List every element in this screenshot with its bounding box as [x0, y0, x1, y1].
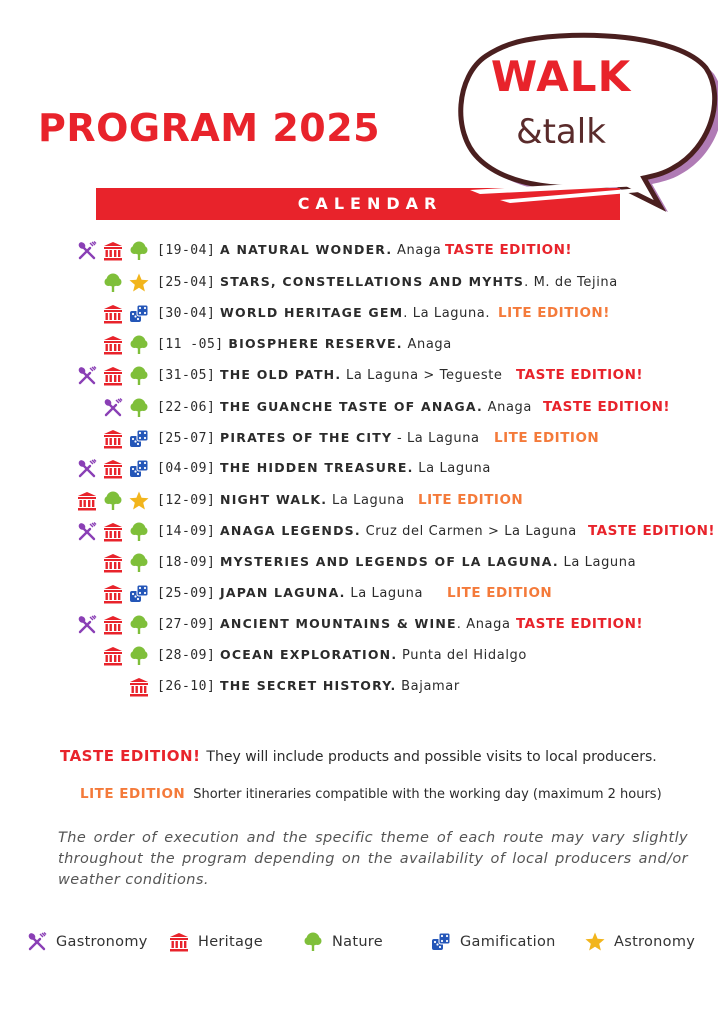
heritage-icon: [102, 552, 124, 574]
event-name: THE GUANCHE TASTE OF ANAGA.: [220, 399, 483, 414]
astronomy-icon: [128, 272, 150, 294]
event-row: [0, 490, 724, 514]
event-category-icons: [72, 521, 150, 545]
event-row: [0, 521, 724, 545]
heritage-icon: [102, 303, 124, 325]
legend-item: [26, 930, 148, 954]
logo-walk-text: WALK: [490, 52, 632, 101]
event-row: [0, 365, 724, 389]
event-text: [157, 492, 405, 508]
event-name: NIGHT WALK.: [220, 492, 328, 507]
heritage-icon: [102, 334, 124, 356]
heritage-icon: [102, 614, 124, 636]
gamification-icon: [128, 458, 150, 480]
taste-badge: TASTE EDITION!: [60, 747, 201, 765]
event-category-icons: [72, 397, 150, 421]
event-date: [30-04]: [157, 306, 216, 321]
event-row: [0, 458, 724, 482]
event-location: Punta del Hidalgo: [402, 648, 527, 663]
taste-note-text: They will include products and possible visits to local producers.: [206, 749, 657, 765]
nature-icon: [102, 490, 124, 512]
nature-icon: [128, 365, 150, 387]
event-location: Anaga: [487, 400, 532, 415]
event-name: THE OLD PATH.: [220, 367, 342, 382]
event-date: [25-09]: [157, 586, 216, 601]
event-text: [157, 274, 618, 290]
event-text: [157, 242, 441, 258]
event-date: [26-10]: [157, 679, 216, 694]
nature-icon: [128, 614, 150, 636]
nature-icon: [128, 397, 150, 419]
event-row: [0, 303, 724, 327]
event-text: [157, 305, 490, 321]
event-date: [04-09]: [157, 461, 216, 476]
nature-icon: [128, 240, 150, 262]
event-name: ANAGA LEGENDS.: [220, 523, 361, 538]
event-text: [157, 678, 460, 694]
legend-label: Gamification: [460, 934, 556, 950]
event-name: MYSTERIES AND LEGENDS OF LA LAGUNA.: [220, 554, 559, 569]
event-category-icons: [72, 614, 150, 638]
event-location: La Laguna: [331, 493, 405, 508]
event-category-icons: [72, 428, 150, 452]
heritage-icon: [168, 931, 190, 953]
event-location: Anaga: [397, 243, 442, 258]
taste-edition-badge: TASTE EDITION!: [543, 399, 671, 415]
lite-edition-badge: LITE EDITION!: [498, 305, 610, 321]
heritage-icon: [102, 521, 124, 543]
gastronomy-icon: [76, 614, 98, 636]
event-name: A NATURAL WONDER.: [220, 242, 393, 257]
astronomy-icon: [128, 490, 150, 512]
event-text: [157, 523, 577, 539]
lite-edition-badge: LITE EDITION: [494, 430, 600, 446]
taste-edition-badge: TASTE EDITION!: [588, 523, 716, 539]
gastronomy-icon: [76, 521, 98, 543]
heritage-icon: [102, 458, 124, 480]
lite-note-text: Shorter itineraries compatible with the working day (maximum 2 hours): [193, 787, 662, 802]
astronomy-icon: [584, 931, 606, 953]
event-location: . Anaga: [456, 617, 511, 632]
event-name: BIOSPHERE RESERVE.: [228, 336, 403, 351]
event-name: THE HIDDEN TREASURE.: [220, 460, 414, 475]
legend-label: Heritage: [198, 934, 263, 950]
legend-label: Nature: [332, 934, 383, 950]
legend-label: Astronomy: [614, 934, 696, 950]
event-location: Cruz del Carmen > La Laguna: [365, 524, 577, 539]
heritage-icon: [128, 676, 150, 698]
disclaimer: The order of execution and the specific theme of each route may vary slightly throughout the program depending on the availability of local producers and/or weather conditions.: [58, 830, 688, 888]
event-name: STARS, CONSTELLATIONS AND MYHTS: [220, 274, 525, 289]
event-category-icons: [72, 303, 150, 327]
taste-edition-badge: TASTE EDITION!: [516, 616, 644, 632]
lite-edition-badge: LITE EDITION: [418, 492, 524, 508]
legend-item: [430, 930, 556, 954]
event-category-icons: [72, 240, 150, 264]
heritage-icon: [102, 240, 124, 262]
heritage-icon: [102, 428, 124, 450]
event-row: [0, 272, 724, 296]
calendar-heading: CALENDAR: [297, 194, 443, 213]
event-text: [157, 336, 452, 352]
event-category-icons: [72, 458, 150, 482]
event-date: [11 -05]: [157, 337, 224, 352]
event-text: [157, 399, 532, 415]
event-row: [0, 240, 724, 264]
nature-icon: [302, 931, 324, 953]
gamification-icon: [128, 303, 150, 325]
logo-talk-text: &talk: [516, 112, 606, 152]
event-text: [157, 367, 503, 383]
event-text: [157, 430, 480, 446]
event-location: La Laguna: [418, 461, 491, 476]
legend-item: [584, 930, 695, 954]
nature-icon: [128, 521, 150, 543]
event-row: [0, 428, 724, 452]
gastronomy-icon: [76, 240, 98, 262]
lite-badge: LITE EDITION: [80, 786, 186, 802]
gamification-icon: [430, 931, 452, 953]
event-location: La Laguna: [350, 586, 424, 601]
event-row: [0, 614, 724, 638]
event-location: . M. de Tejina: [524, 275, 618, 290]
legend-item: [302, 930, 383, 954]
event-text: [157, 616, 511, 632]
event-location: - La Laguna: [396, 431, 480, 446]
event-row: [0, 334, 724, 358]
event-date: [31-05]: [157, 368, 216, 383]
event-location: La Laguna: [563, 555, 637, 570]
taste-edition-badge: TASTE EDITION!: [516, 367, 644, 383]
event-row: [0, 676, 724, 700]
page-title: PROGRAM 2025: [38, 106, 381, 150]
event-name: WORLD HERITAGE GEM: [220, 305, 404, 320]
event-name: THE SECRET HISTORY.: [220, 678, 397, 693]
heritage-icon: [102, 645, 124, 667]
event-category-icons: [72, 583, 150, 607]
event-row: [0, 397, 724, 421]
heritage-icon: [102, 583, 124, 605]
event-date: [18-09]: [157, 555, 216, 570]
gastronomy-icon: [76, 365, 98, 387]
taste-note: [60, 746, 657, 765]
event-name: ANCIENT MOUNTAINS & WINE: [220, 616, 457, 631]
legend-item: [168, 930, 263, 954]
heritage-icon: [76, 490, 98, 512]
gamification-icon: [128, 583, 150, 605]
event-text: [157, 460, 491, 476]
event-row: [0, 583, 724, 607]
gastronomy-icon: [76, 458, 98, 480]
event-location: Bajamar: [401, 679, 460, 694]
event-name: JAPAN LAGUNA.: [220, 585, 346, 600]
event-category-icons: [72, 272, 150, 296]
event-category-icons: [72, 552, 150, 576]
gastronomy-icon: [102, 397, 124, 419]
event-row: [0, 645, 724, 669]
event-date: [22-06]: [157, 400, 216, 415]
event-category-icons: [72, 676, 150, 700]
taste-edition-badge: TASTE EDITION!: [445, 242, 573, 258]
nature-icon: [102, 272, 124, 294]
event-date: [19-04]: [157, 243, 216, 258]
event-name: PIRATES OF THE CITY: [220, 430, 393, 445]
event-location: . La Laguna.: [403, 306, 491, 321]
gastronomy-icon: [26, 931, 48, 953]
event-category-icons: [72, 490, 150, 514]
event-date: [28-09]: [157, 648, 216, 663]
gamification-icon: [128, 428, 150, 450]
event-text: [157, 647, 527, 663]
event-category-icons: [72, 365, 150, 389]
event-category-icons: [72, 334, 150, 358]
lite-edition-badge: LITE EDITION: [447, 585, 553, 601]
nature-icon: [128, 334, 150, 356]
nature-icon: [128, 645, 150, 667]
event-category-icons: [72, 645, 150, 669]
event-text: [157, 585, 423, 601]
event-date: [25-07]: [157, 431, 216, 446]
heritage-icon: [102, 365, 124, 387]
event-location: Anaga: [407, 337, 452, 352]
nature-icon: [128, 552, 150, 574]
event-date: [12-09]: [157, 493, 216, 508]
event-date: [27-09]: [157, 617, 216, 632]
event-row: [0, 552, 724, 576]
event-text: [157, 554, 636, 570]
event-name: OCEAN EXPLORATION.: [220, 647, 398, 662]
lite-note: [80, 783, 662, 802]
event-date: [25-04]: [157, 275, 216, 290]
event-location: La Laguna > Tegueste: [346, 368, 503, 383]
legend-label: Gastronomy: [56, 934, 148, 950]
event-date: [14-09]: [157, 524, 216, 539]
